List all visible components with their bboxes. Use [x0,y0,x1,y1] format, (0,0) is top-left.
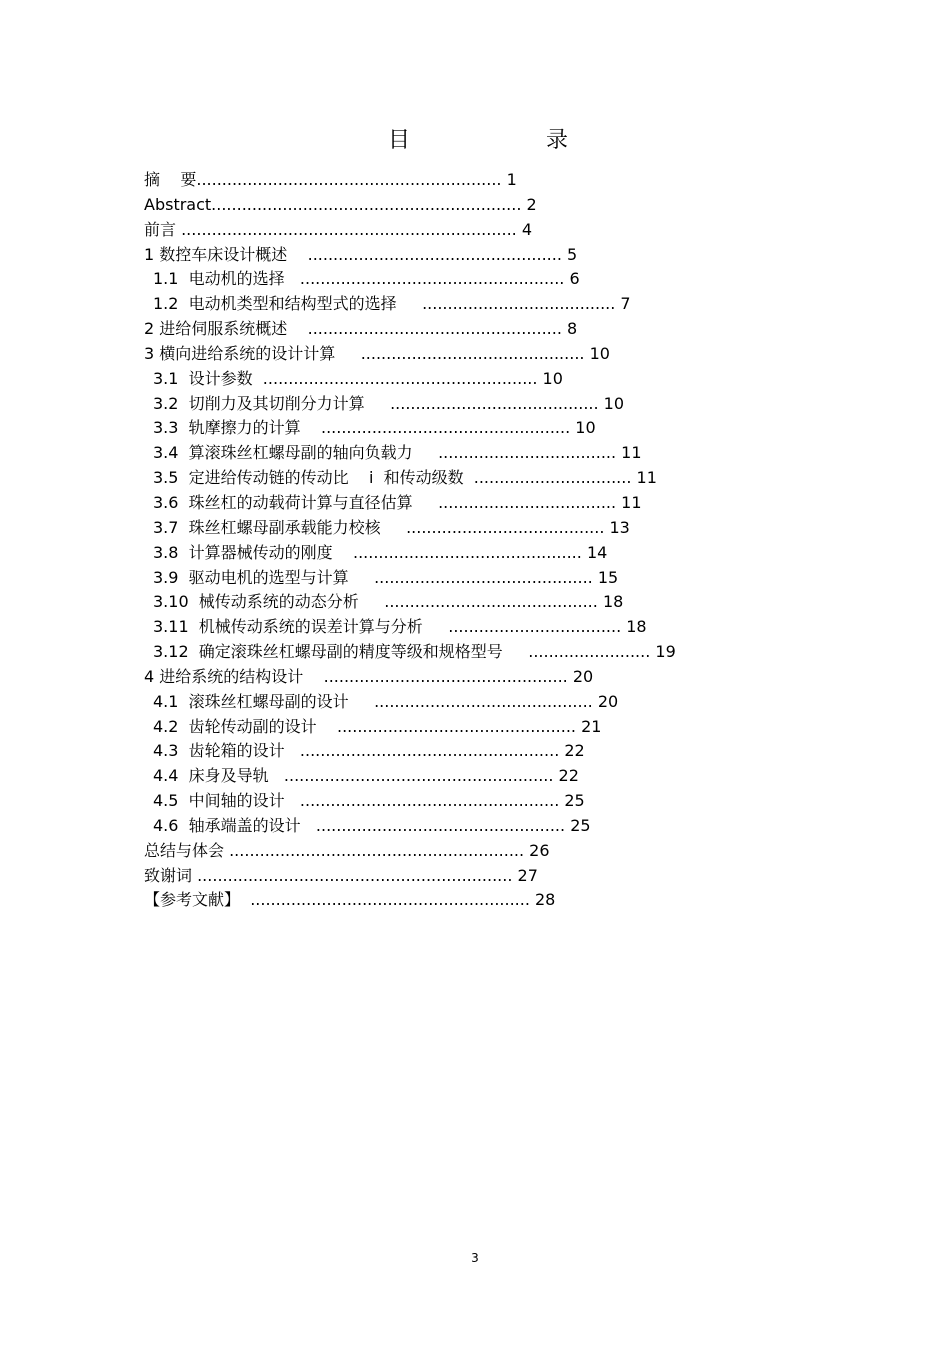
toc-entry-label: 摘 要 [144,170,197,189]
toc-entry-leader: .................................. [427,617,627,637]
toc-entry-label: 3.11 机械传动系统的误差计算与分析 [153,617,428,637]
toc-entry-page-number: 18 [626,617,647,637]
toc-entry-leader: ................................................ [308,666,573,686]
toc-entry-label: 3.6 珠丝杠的动载荷计算与直径估算 [153,492,418,512]
toc-entry-page-number: 7 [620,294,631,314]
toc-entry[interactable] [144,516,824,541]
toc-entry[interactable] [144,342,824,367]
toc-entry-page-number: 25 [570,815,591,835]
toc-entry-leader: .......................................................... [229,840,530,860]
toc-entry-label: 1.1 电动机的选择 [153,269,290,289]
toc-entry[interactable] [144,864,824,889]
toc-entry[interactable] [144,466,824,491]
toc-entry-label: 2 进给伺服系统概述 [144,319,293,339]
toc-entry-label: 3.7 珠丝杠螺母副承载能力校核 [153,517,386,537]
toc-entry[interactable] [144,739,824,764]
toc-entry-label: 4.2 齿轮传动副的设计 [153,716,322,736]
toc-entry-page-number: 10 [542,368,563,388]
toc-entry-page-number: 1 [506,170,517,189]
toc-entry-label: 3.1 设计参数 [153,368,258,388]
toc-entry-label: 4.3 齿轮箱的设计 [153,741,290,761]
toc-entry-page-number: 13 [609,517,630,537]
toc-entry-label: 4.4 床身及导轨 [153,766,274,786]
page-number: 3 [471,1251,479,1265]
toc-entry-label: 致谢词 [144,865,198,885]
toc-entry-label: 3.3 轨摩擦力的计算 [153,418,306,438]
toc-entry-label: 1 数控车床设计概述 [144,244,293,264]
toc-entry[interactable] [144,441,824,466]
toc-entry[interactable] [144,491,824,516]
toc-entry-page-number: 4 [521,219,533,239]
toc-entry-label: 3.9 驱动电机的选型与计算 [153,567,354,587]
toc-entry-leader: ....................................... [385,517,610,537]
toc-entry-leader: ............................................ [340,343,590,363]
toc-entry-leader: ................................................... [289,791,565,811]
toc-list [144,168,824,913]
toc-entry[interactable] [144,317,824,342]
toc-entry[interactable] [144,715,824,740]
toc-entry[interactable] [144,590,824,615]
toc-entry[interactable] [144,168,824,193]
toc-entry[interactable] [144,814,824,839]
toc-entry-label: 4 进给系统的结构设计 [144,666,309,686]
toc-entry-page-number: 10 [575,418,596,438]
toc-entry-page-number: 5 [567,244,578,264]
toc-entry-page-number: 10 [589,343,610,363]
toc-entry-leader: ................................... [417,492,622,512]
toc-entry-leader: ...................................................... [257,368,543,388]
toc-entry[interactable] [144,416,824,441]
toc-entry-leader: ............................................................ [196,170,507,189]
toc-entry-label: 1.2 电动机类型和结构型式的选择 [153,294,402,314]
toc-entry-page-number: 26 [529,840,550,860]
toc-entry-page-number: 25 [564,791,585,811]
toc-entry-leader: ............................................................. [211,194,527,214]
toc-entry-label: 【参考文献】 [144,890,241,910]
toc-entry-label: 3.8 计算器械传动的刚度 [153,542,338,562]
toc-entry[interactable] [144,839,824,864]
toc-entry-label: 4.6 轴承端盖的设计 [153,815,306,835]
toc-entry-leader: ......................................... [369,393,604,413]
toc-entry-leader: ............................... [468,468,637,488]
toc-entry[interactable] [144,764,824,789]
toc-entry-leader: ................................................. [305,815,571,835]
toc-entry-page-number: 10 [603,393,625,413]
toc-entry-page-number: 20 [597,691,619,711]
toc-title-char-1: 目 [388,128,411,153]
toc-entry-label: 4.5 中间轴的设计 [153,791,290,811]
toc-entry-page-number: 21 [581,716,602,736]
toc-entry-leader: ............................................. [337,542,587,562]
toc-title-char-2: 录 [545,128,568,153]
toc-entry[interactable] [144,566,824,591]
toc-entry-leader: .............................................................. [197,865,518,885]
toc-entry-page-number: 18 [602,592,624,612]
toc-entry[interactable] [144,193,824,218]
toc-entry-leader: ........................................... [353,567,598,587]
toc-entry-page-number: 6 [569,269,580,289]
toc-entry-label: 前言 [144,219,182,239]
toc-entry-label: 3.2 切削力及其切削分力计算 [153,393,370,413]
toc-entry-leader: .................................................................. [181,219,522,239]
toc-entry[interactable] [144,243,824,268]
toc-entry[interactable] [144,292,824,317]
toc-entry[interactable] [144,888,824,913]
toc-entry-label: 3.10 械传动系统的动态分析 [153,592,364,612]
toc-entry[interactable] [144,218,824,243]
toc-entry-page-number: 11 [621,492,642,512]
toc-entry-leader: .................................................. [292,244,567,264]
toc-entry-page-number: 28 [535,890,556,910]
toc-entry-leader: ..................................................... [273,766,559,786]
toc-entry-leader: ................................................. [305,418,576,438]
toc-entry[interactable] [144,615,824,640]
toc-entry-page-number: 8 [567,319,578,339]
toc-entry-leader: ........................................... [353,691,598,711]
toc-entry-label: 3.12 确定滚珠丝杠螺母副的精度等级和规格型号 [153,642,508,662]
toc-entry[interactable] [144,640,824,665]
toc-title [388,126,568,156]
toc-entry-page-number: 15 [597,567,619,587]
toc-entry[interactable] [144,367,824,392]
toc-entry[interactable] [144,392,824,417]
toc-entry-page-number: 11 [636,468,657,488]
toc-entry[interactable] [144,690,824,715]
toc-entry-label: 3 横向进给系统的设计计算 [144,343,341,363]
toc-entry-label: 3.4 算滚珠丝杠螺母副的轴向负载力 [153,443,418,463]
toc-entry[interactable] [144,267,824,292]
toc-entry-leader: ................................................... [289,741,565,761]
toc-entry-page-number: 11 [621,443,642,463]
toc-entry[interactable] [144,789,824,814]
toc-entry-page-number: 22 [558,766,579,786]
toc-entry-leader: ........................ [507,642,656,662]
toc-entry-leader: .................................................. [292,319,567,339]
toc-entry[interactable] [144,541,824,566]
toc-entry-leader: .................................................... [289,269,570,289]
toc-entry-page-number: 22 [564,741,585,761]
toc-entry-leader: ....................................................... [240,890,535,910]
toc-entry-label: 4.1 滚珠丝杠螺母副的设计 [153,691,354,711]
toc-entry-label: Abstract [144,194,212,214]
toc-entry-page-number: 14 [586,542,608,562]
toc-entry-leader: ............................................... [321,716,582,736]
toc-entry-page-number: 27 [517,865,538,885]
toc-entry[interactable] [144,665,824,690]
toc-entry-label: 3.5 定进给传动链的传动比 i 和传动级数 [153,468,469,488]
toc-entry-page-number: 2 [526,194,537,214]
toc-entry-page-number: 20 [572,666,594,686]
toc-entry-leader: ................................... [417,443,622,463]
toc-entry-leader: .......................................... [363,592,603,612]
toc-entry-page-number: 19 [655,642,676,662]
toc-entry-leader: ...................................... [401,294,621,314]
toc-entry-label: 总结与体会 [144,840,230,860]
